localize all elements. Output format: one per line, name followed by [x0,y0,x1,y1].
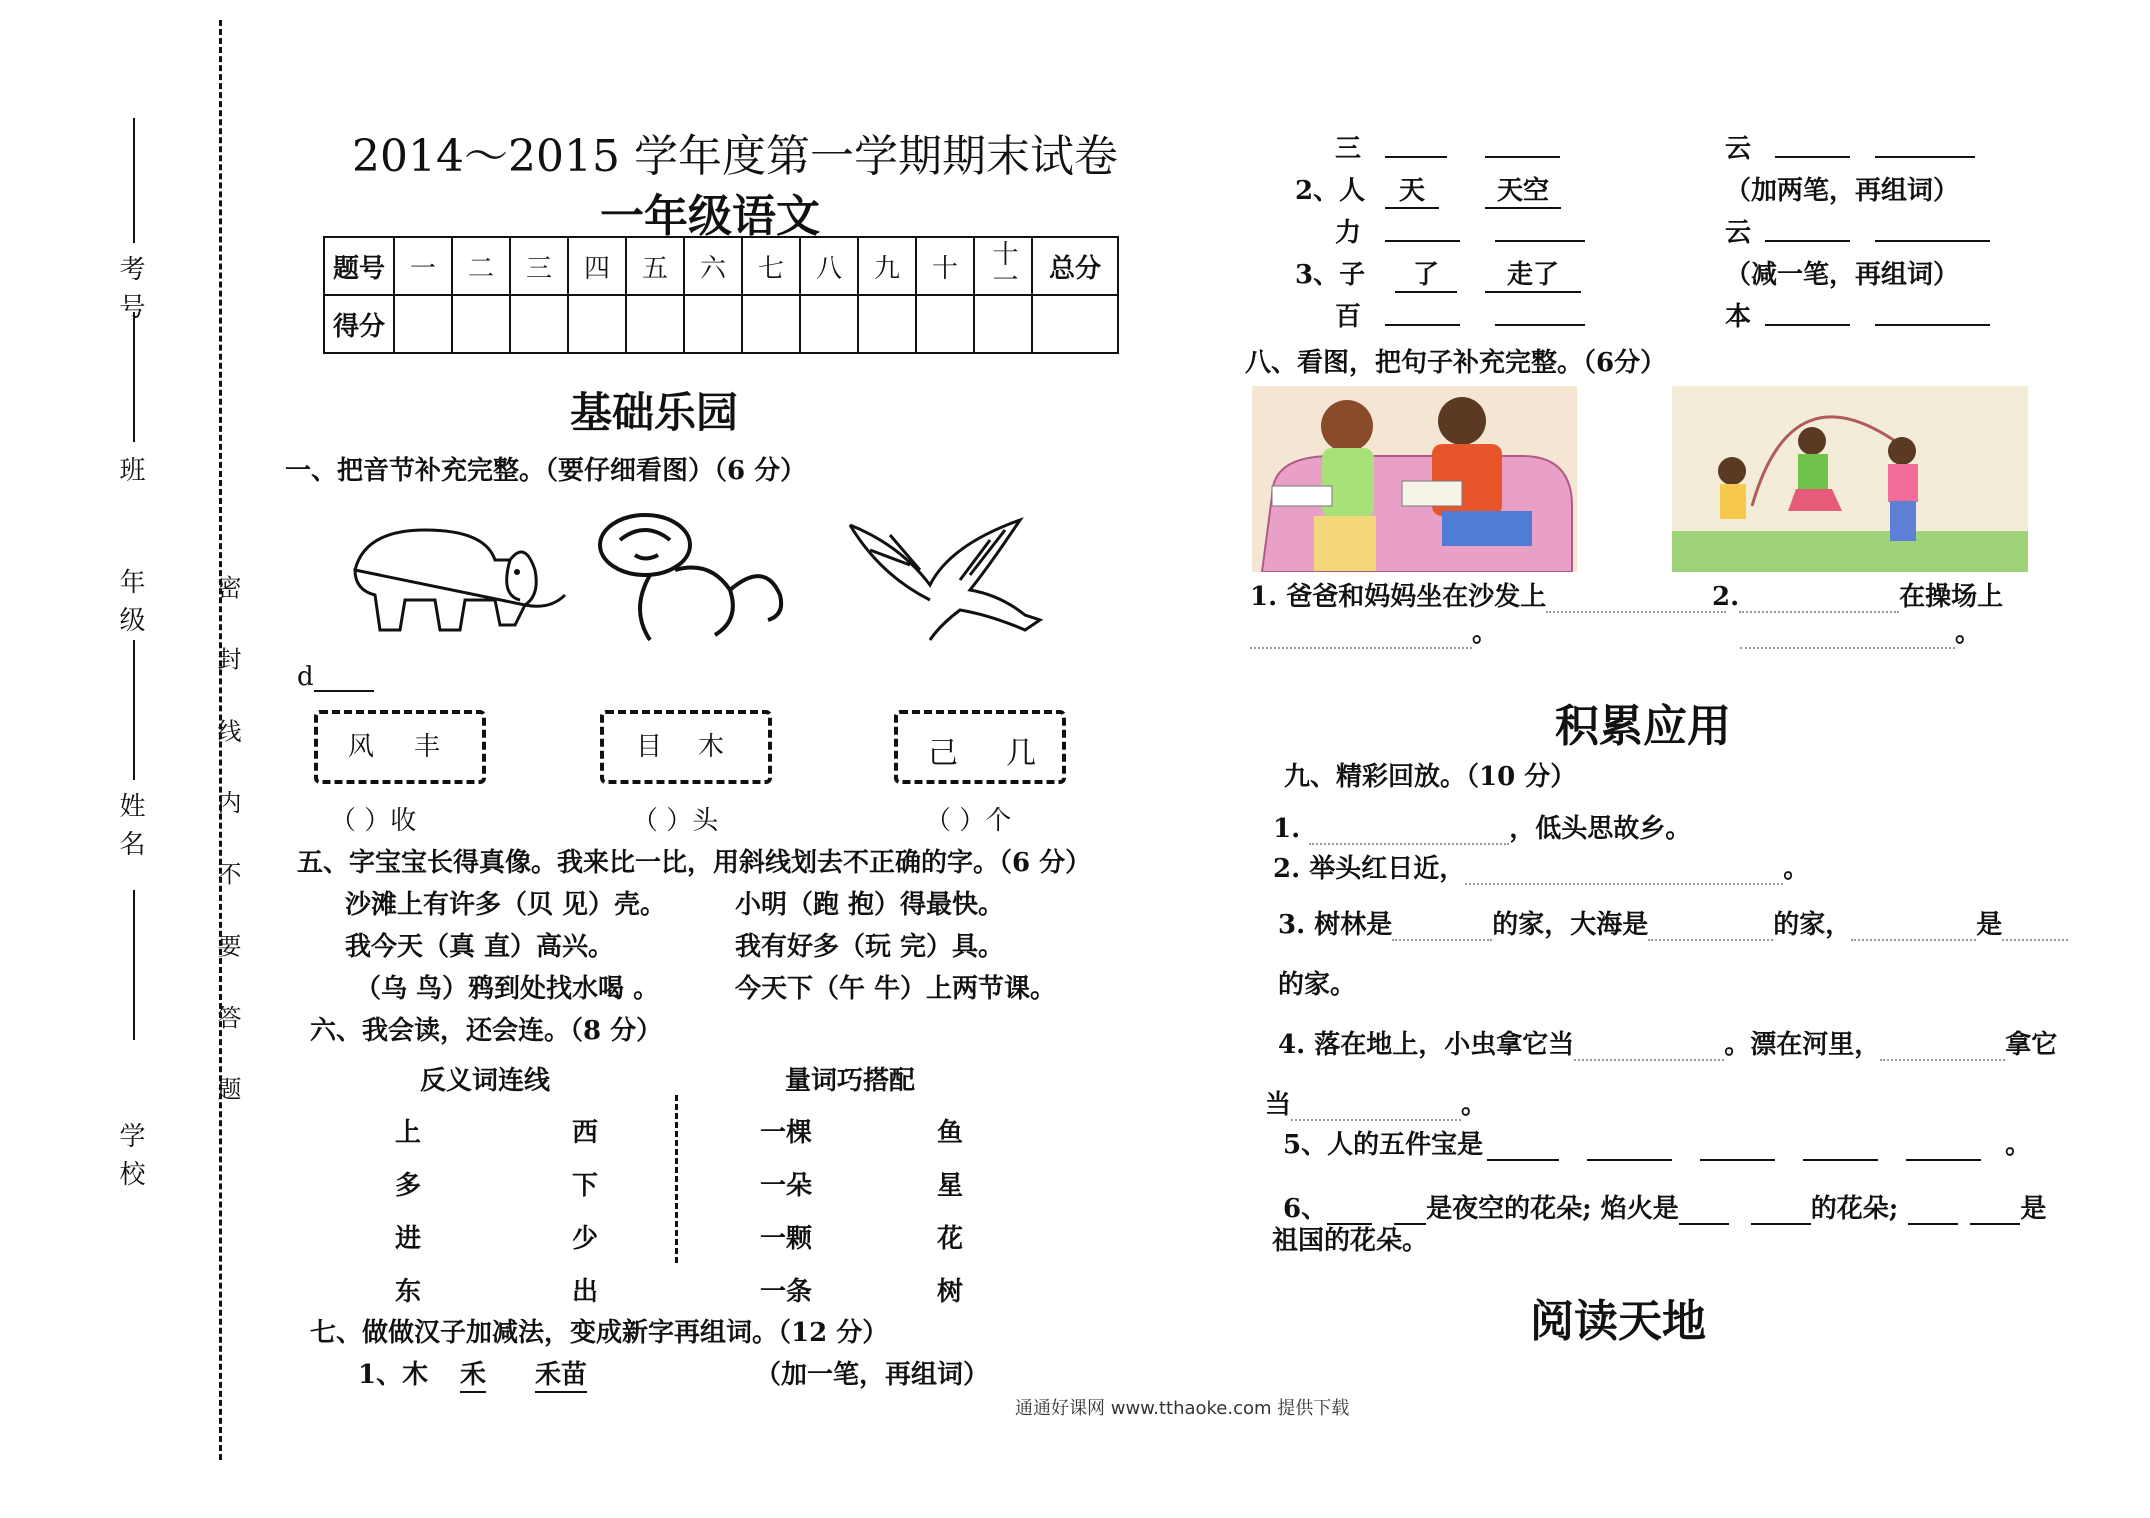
measure-word[interactable]: 一条 [760,1277,813,1307]
q9-line-3-d: 是 [1976,910,2003,940]
q7-blank[interactable] [1385,324,1460,326]
score-col: 十一 [974,237,1032,295]
q5-sentence-2: 小明（跑 抱）得最快。 [735,890,1005,920]
q9-line-6-c: 的花朵; [1810,1194,1899,1224]
q9-line-6-b: 是夜空的花朵; 焰火是 [1426,1194,1679,1224]
grade-label: 年级 [115,568,145,644]
q9-blank[interactable] [1574,1059,1724,1061]
q7-row2-word: 天空 [1485,170,1561,209]
school-label: 学校 [115,1122,145,1198]
q5-sentence-3: 我今天（真 直）高兴。 [345,932,615,962]
q7-blank[interactable] [1875,240,1990,242]
char-box-1 [314,710,486,784]
char-box-2 [600,710,772,784]
q7-blank[interactable] [1765,240,1850,242]
q4-fill-1[interactable]: （ ）收 [330,806,417,836]
exam-title: 2014～2015 学年度第一学期期末试卷 [352,131,1118,182]
school-line [133,890,138,1040]
score-cell[interactable] [452,295,510,353]
score-cell[interactable] [858,295,916,353]
sofa-reading-illustration [1252,386,1577,572]
q5-sentence-1: 沙滩上有许多（贝 见）壳。 [345,890,667,920]
q9-title: 九、精彩回放。（10 分） [1284,762,1577,792]
char-box-3-b: 几 [1006,736,1036,771]
eagle-illustration [840,505,1050,645]
q7-row1-note: （加一笔，再组词） [755,1360,990,1390]
q4-fill-2[interactable]: （ ）头 [632,806,719,836]
q7-row3-num: 3、子 [1295,260,1366,290]
q9-blank[interactable] [1587,1159,1672,1161]
measure-noun[interactable]: 星 [937,1171,964,1201]
q9-line-2-tail: 。 [1783,854,1810,884]
q7-row2b-char2: 云 [1725,218,1752,248]
measure-noun[interactable]: 鱼 [937,1118,964,1148]
q4-fill-3[interactable]: （ ）个 [925,806,1012,836]
q9-line-5 [1283,1124,2031,1161]
q9-line-4-b: 。漂在河里， [1724,1030,1881,1060]
q7-row3b-char: 百 [1335,302,1362,332]
q9-line-5-end: 。 [2005,1130,2032,1160]
q8-title: 八、看图，把句子补充完整。（6分） [1245,348,1667,378]
q9-line-4-c: 拿它 [2005,1030,2058,1060]
score-cell[interactable] [1032,295,1118,353]
q9-line-3 [1278,904,2068,941]
q9-line-6-end: 祖国的花朵。 [1272,1226,1429,1256]
section-accum-title: 积累应用 [1555,701,1731,752]
q9-blank[interactable] [1487,1159,1559,1161]
antonym-left[interactable]: 东 [395,1277,422,1307]
q8-blank[interactable] [1546,611,1726,613]
q9-line-1-num: 1. [1273,814,1301,844]
q9-blank[interactable] [1906,1159,1981,1161]
q9-blank[interactable] [1648,939,1773,941]
q9-blank[interactable] [1465,883,1783,885]
q8-sentence-2-suffix: 在操场上 [1899,582,2004,612]
q1-answer [297,662,374,692]
q7-row1-num: 1、木 [358,1360,429,1390]
q5-sentence-5: （乌 鸟）鸦到处找水喝 。 [355,974,660,1004]
q9-line-5-text: 5、人的五件宝是 [1283,1130,1484,1160]
seal-text: 密 封 线 内 不 要 答 题 [213,575,241,1121]
footer-credit: 通通好课网 www.tthaoke.com 提供下载 [1015,1398,1350,1419]
q9-line-1 [1273,808,1691,845]
q9-line-4b [1265,1084,1487,1121]
q6-left-heading: 反义词连线 [420,1066,551,1096]
score-col: 八 [800,237,858,295]
score-cell[interactable] [510,295,568,353]
q9-line-3-c: 的家， [1773,910,1852,940]
name-label: 姓名 [115,792,145,868]
q1-answer-start: d [297,662,314,692]
antonym-right[interactable]: 西 [572,1118,599,1148]
class-line [133,312,138,442]
score-col: 十 [916,237,974,295]
q7-title: 七、做做汉子加减法，变成新字再组词。（12 分） [310,1318,889,1348]
q7-blank[interactable] [1775,156,1850,158]
q5-sentence-6: 今天下（午 牛）上两节课。 [735,974,1057,1004]
score-col-total: 总分 [1032,237,1118,295]
char-box-1-b: 丰 [414,732,441,762]
q7-row2-num: 2、人 [1295,176,1366,206]
char-box-1-a: 风 [348,732,375,762]
q7-blank[interactable] [1495,324,1585,326]
q9-blank[interactable] [1309,843,1509,845]
q7-blank[interactable] [1385,240,1460,242]
q8-sentence-1-text: 1. 爸爸和妈妈坐在沙发上 [1250,582,1547,612]
score-cell[interactable] [974,295,1032,353]
score-cell[interactable] [916,295,974,353]
q9-blank[interactable] [1700,1159,1775,1161]
elephant-illustration [335,500,575,640]
score-col: 九 [858,237,916,295]
exam-subject: 一年级语文 [600,191,820,242]
measure-word[interactable]: 一棵 [760,1118,813,1148]
score-row-label: 得分 [324,295,394,353]
score-row-label: 题号 [324,237,394,295]
antonym-right[interactable]: 出 [572,1277,599,1307]
score-cell[interactable] [742,295,800,353]
q8-sentence-2-prefix: 2. [1712,582,1740,612]
antonym-left[interactable]: 进 [395,1224,422,1254]
q9-line-6-a: 6、 [1283,1194,1328,1224]
q9-line-1-tail: ，低头思故乡。 [1509,814,1692,844]
score-table-score-row [324,295,1118,353]
q7-blank[interactable] [1875,324,1990,326]
antonym-left[interactable]: 多 [395,1171,422,1201]
measure-noun[interactable]: 树 [937,1277,964,1307]
score-col: 七 [742,237,800,295]
q5-sentence-4: 我有好多（玩 完）具。 [735,932,1005,962]
q8-period: 。 [1955,618,1982,648]
q9-blank[interactable] [1751,1223,1811,1225]
q7-blank[interactable] [1385,156,1447,158]
q6-divider [675,1095,678,1263]
q9-blank[interactable] [1851,939,1976,941]
q7-row2b-char: 力 [1335,218,1362,248]
q9-blank[interactable] [1970,1223,2020,1225]
q7-row2-note: （加两笔，再组词） [1725,176,1960,206]
q1-answer-blank[interactable] [314,690,374,692]
antonym-right[interactable]: 下 [572,1171,599,1201]
q8-period: 。 [1472,618,1499,648]
char-box-2-a: 目 [636,732,663,762]
score-col: 四 [568,237,626,295]
exam-no-label: 考号 [115,255,145,331]
score-cell[interactable] [626,295,684,353]
q7-row1-word: 禾苗 [535,1354,587,1393]
q8-line-2 [1250,612,1498,649]
antonym-right[interactable]: 少 [572,1224,599,1254]
score-col: 三 [510,237,568,295]
score-col: 一 [394,237,452,295]
q7-row1b-char2: 云 [1725,134,1752,164]
score-table [323,236,1119,354]
q8-line-2b [1740,612,1981,649]
q9-blank[interactable] [1679,1223,1729,1225]
q9-blank[interactable] [2002,939,2068,941]
q6-right-heading: 量词巧搭配 [785,1066,916,1096]
class-label: 班 [115,456,145,494]
q9-line-2-text: 2. 举头红日近， [1273,854,1466,884]
q9-blank[interactable] [1880,1059,2005,1061]
q7-blank[interactable] [1495,240,1585,242]
section-reading-title: 阅读天地 [1530,1296,1706,1347]
score-cell[interactable] [568,295,626,353]
q9-line-6-d: 是 [2020,1194,2047,1224]
q1-title: 一、把音节补充完整。（要仔细看图）（6 分） [285,456,807,486]
q6-title: 六、我会读，还会连。（8 分） [310,1016,663,1046]
exam-no-line [133,118,138,243]
q9-blank[interactable] [1392,939,1492,941]
section-basic-title: 基础乐园 [570,388,739,437]
q7-row1b-char: 三 [1335,134,1362,164]
score-cell[interactable] [800,295,858,353]
q7-row3-note: （减一笔，再组词） [1725,260,1960,290]
q7-row1-char: 禾 [460,1354,486,1393]
q7-row2-char: 天 [1385,170,1439,209]
name-line [133,640,138,780]
score-table-header-row [324,237,1118,295]
measure-noun[interactable]: 花 [937,1224,964,1254]
q7-blank[interactable] [1485,156,1560,158]
measure-word[interactable]: 一颗 [760,1224,813,1254]
score-col: 六 [684,237,742,295]
q9-line-3-b: 的家，大海是 [1492,910,1649,940]
q8-blank[interactable] [1250,647,1472,649]
score-col: 五 [626,237,684,295]
score-cell[interactable] [684,295,742,353]
q7-row3b-char2: 本 [1725,302,1752,332]
q7-blank[interactable] [1875,156,1975,158]
q9-line-3-a: 3. 树林是 [1278,910,1393,940]
char-box-3 [894,710,1066,784]
q7-row3-char: 了 [1395,254,1457,293]
q8-sentence-2 [1712,576,2003,613]
q8-blank[interactable] [1740,647,1955,649]
monkey-illustration [590,500,800,650]
measure-word[interactable]: 一朵 [760,1171,813,1201]
char-box-3-a: 己 [928,736,958,771]
q9-blank[interactable] [1803,1159,1878,1161]
q9-line-4-d: 当 [1265,1090,1292,1120]
q9-blank[interactable] [1908,1223,1958,1225]
q8-sentence-1 [1250,576,1726,613]
q5-title: 五、字宝宝长得真像。我来比一比，用斜线划去不正确的字。（6 分） [297,848,1092,878]
q9-line-3-end: 的家。 [1278,970,1357,1000]
q7-row3-word: 走了 [1485,254,1581,293]
q9-line-4-e: 。 [1461,1090,1488,1120]
char-box-2-b: 木 [698,732,725,762]
score-col: 二 [452,237,510,295]
q9-line-4 [1278,1024,2057,1061]
q9-line-4-a: 4. 落在地上，小虫拿它当 [1278,1030,1575,1060]
q9-blank[interactable] [1291,1119,1461,1121]
q9-line-2 [1273,848,1809,885]
antonym-left[interactable]: 上 [395,1118,422,1148]
score-cell[interactable] [394,295,452,353]
q7-blank[interactable] [1765,324,1850,326]
jump-rope-illustration [1672,386,2028,572]
